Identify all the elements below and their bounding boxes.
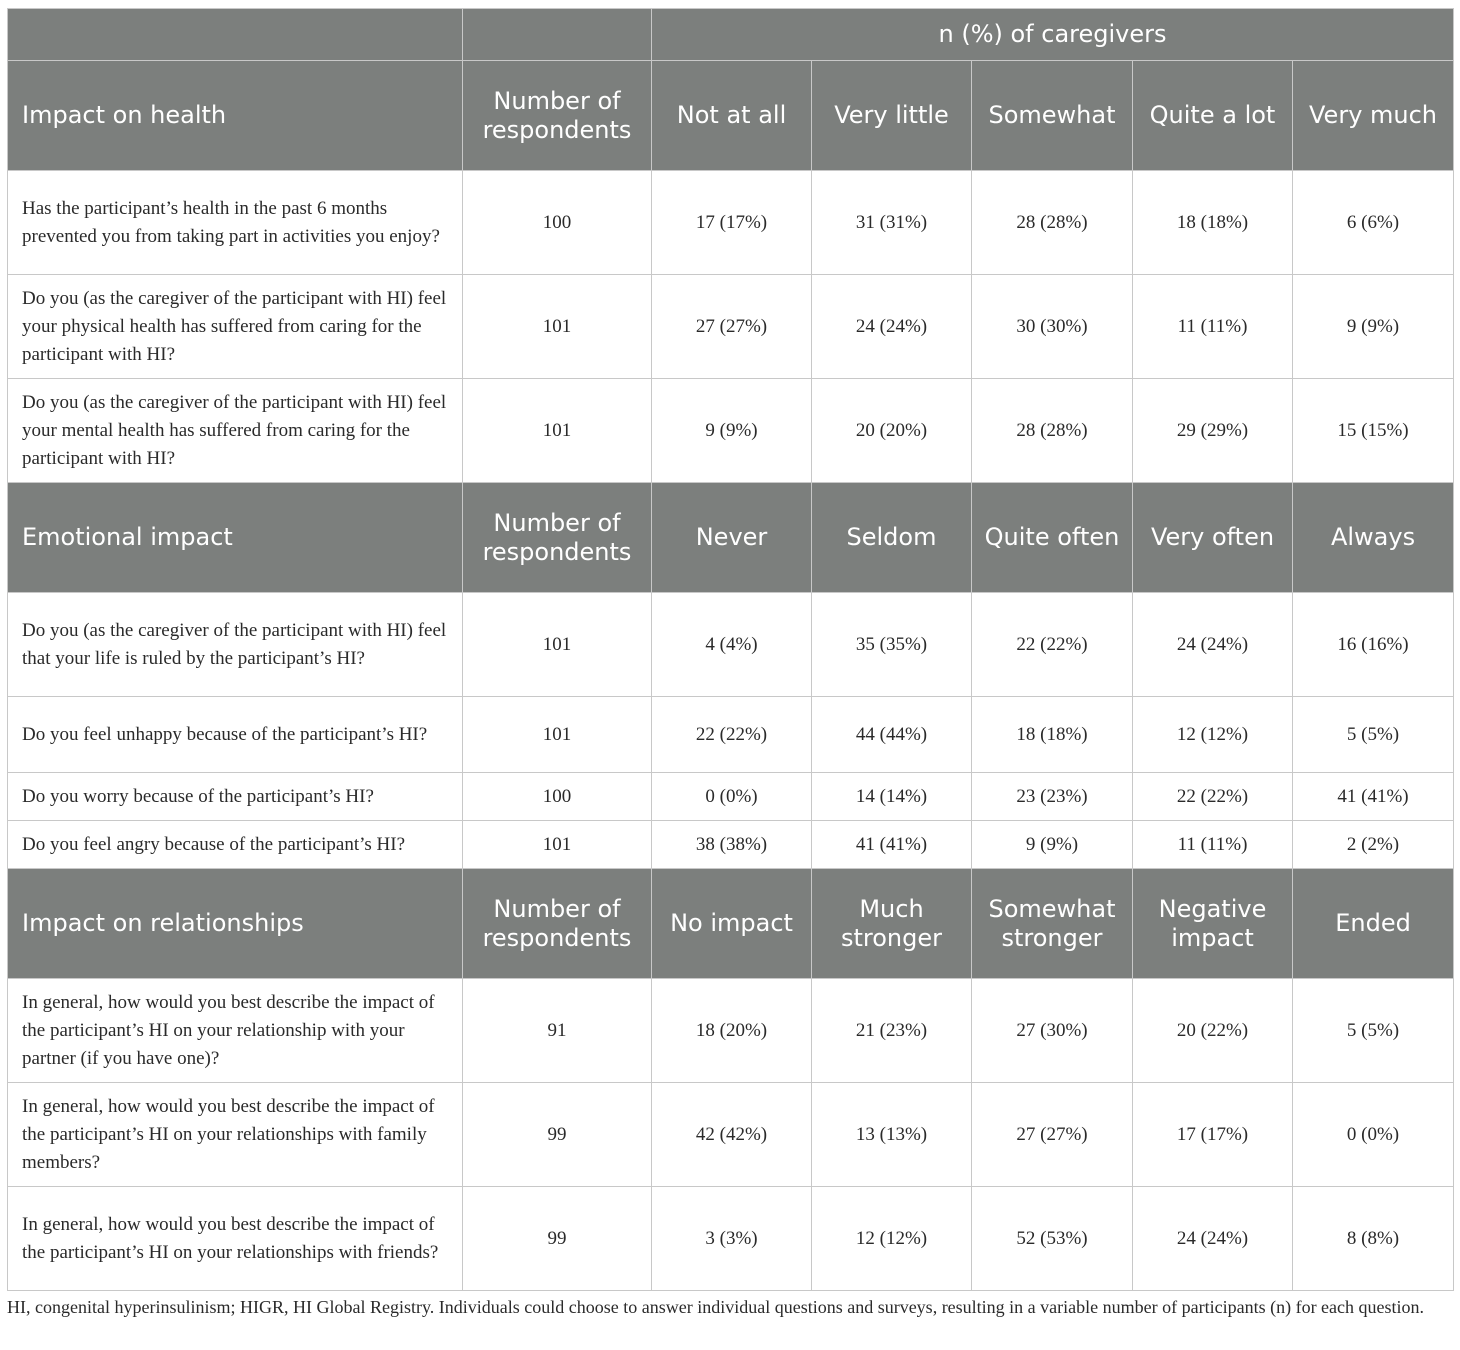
respondents-header: Number of respondents <box>463 869 652 979</box>
value-cell: 5 (5%) <box>1293 697 1454 773</box>
value-cell: 0 (0%) <box>1293 1083 1454 1187</box>
value-cell: 28 (28%) <box>972 379 1133 483</box>
value-cell: 4 (4%) <box>652 593 812 697</box>
question-cell: Has the participant’s health in the past 6 months prevented you from taking part in activities you enjoy? <box>8 171 463 275</box>
value-cell: 17 (17%) <box>652 171 812 275</box>
value-cell: 27 (30%) <box>972 979 1133 1083</box>
value-cell: 20 (22%) <box>1133 979 1293 1083</box>
value-cell: 27 (27%) <box>652 275 812 379</box>
super-header-row <box>8 9 1454 61</box>
question-cell: In general, how would you best describe the impact of the participant’s HI on your relationships with family members? <box>8 1083 463 1187</box>
respondents-header: Number of respondents <box>463 483 652 593</box>
respondents-cell: 99 <box>463 1083 652 1187</box>
section-header-row <box>8 61 1454 171</box>
table-row <box>8 379 1454 483</box>
value-cell: 5 (5%) <box>1293 979 1454 1083</box>
value-cell: 23 (23%) <box>972 773 1133 821</box>
respondents-header: Number of respondents <box>463 61 652 171</box>
table-row <box>8 275 1454 379</box>
section-title: Impact on relationships <box>8 869 463 979</box>
column-header: No impact <box>652 869 812 979</box>
value-cell: 11 (11%) <box>1133 821 1293 869</box>
value-cell: 41 (41%) <box>1293 773 1454 821</box>
column-header: Much stronger <box>812 869 972 979</box>
value-cell: 22 (22%) <box>972 593 1133 697</box>
value-cell: 9 (9%) <box>972 821 1133 869</box>
section-title: Impact on health <box>8 61 463 171</box>
value-cell: 11 (11%) <box>1133 275 1293 379</box>
question-cell: Do you (as the caregiver of the participant with HI) feel that your life is ruled by the participant’s HI? <box>8 593 463 697</box>
caregiver-impact-table <box>7 8 1454 1291</box>
value-cell: 2 (2%) <box>1293 821 1454 869</box>
empty-header-cell <box>463 9 652 61</box>
value-cell: 0 (0%) <box>652 773 812 821</box>
caregivers-super-header: n (%) of caregivers <box>652 9 1454 61</box>
value-cell: 3 (3%) <box>652 1187 812 1291</box>
value-cell: 12 (12%) <box>812 1187 972 1291</box>
section-header-row <box>8 869 1454 979</box>
value-cell: 44 (44%) <box>812 697 972 773</box>
respondents-cell: 100 <box>463 171 652 275</box>
question-cell: Do you worry because of the participant’s HI? <box>8 773 463 821</box>
value-cell: 41 (41%) <box>812 821 972 869</box>
table-row <box>8 1083 1454 1187</box>
value-cell: 14 (14%) <box>812 773 972 821</box>
value-cell: 28 (28%) <box>972 171 1133 275</box>
empty-header-cell <box>8 9 463 61</box>
value-cell: 9 (9%) <box>1293 275 1454 379</box>
value-cell: 8 (8%) <box>1293 1187 1454 1291</box>
respondents-cell: 99 <box>463 1187 652 1291</box>
value-cell: 35 (35%) <box>812 593 972 697</box>
section-title: Emotional impact <box>8 483 463 593</box>
column-header: Very little <box>812 61 972 171</box>
value-cell: 21 (23%) <box>812 979 972 1083</box>
table-row <box>8 773 1454 821</box>
value-cell: 18 (18%) <box>972 697 1133 773</box>
table-row <box>8 593 1454 697</box>
value-cell: 52 (53%) <box>972 1187 1133 1291</box>
column-header: Ended <box>1293 869 1454 979</box>
table-row <box>8 821 1454 869</box>
column-header: Seldom <box>812 483 972 593</box>
value-cell: 24 (24%) <box>1133 593 1293 697</box>
value-cell: 24 (24%) <box>1133 1187 1293 1291</box>
respondents-cell: 101 <box>463 697 652 773</box>
table-row <box>8 979 1454 1083</box>
value-cell: 22 (22%) <box>652 697 812 773</box>
question-cell: Do you feel unhappy because of the participant’s HI? <box>8 697 463 773</box>
column-header: Somewhat <box>972 61 1133 171</box>
question-cell: Do you feel angry because of the participant’s HI? <box>8 821 463 869</box>
value-cell: 13 (13%) <box>812 1083 972 1187</box>
value-cell: 30 (30%) <box>972 275 1133 379</box>
value-cell: 42 (42%) <box>652 1083 812 1187</box>
table-row <box>8 697 1454 773</box>
value-cell: 24 (24%) <box>812 275 972 379</box>
column-header: Always <box>1293 483 1454 593</box>
column-header: Quite often <box>972 483 1133 593</box>
question-cell: Do you (as the caregiver of the participant with HI) feel your mental health has suffered from caring for the participant with HI? <box>8 379 463 483</box>
respondents-cell: 101 <box>463 593 652 697</box>
value-cell: 16 (16%) <box>1293 593 1454 697</box>
value-cell: 18 (18%) <box>1133 171 1293 275</box>
respondents-cell: 101 <box>463 275 652 379</box>
table-footnote: HI, congenital hyperinsulinism; HIGR, HI Global Registry. Individuals could choose to answer individual questions and surveys, resulting in a variable number of participants (n) for each question. <box>7 1297 1425 1317</box>
value-cell: 9 (9%) <box>652 379 812 483</box>
section-header-row <box>8 483 1454 593</box>
value-cell: 6 (6%) <box>1293 171 1454 275</box>
value-cell: 27 (27%) <box>972 1083 1133 1187</box>
table-row <box>8 171 1454 275</box>
value-cell: 15 (15%) <box>1293 379 1454 483</box>
value-cell: 18 (20%) <box>652 979 812 1083</box>
column-header: Quite a lot <box>1133 61 1293 171</box>
value-cell: 29 (29%) <box>1133 379 1293 483</box>
respondents-cell: 101 <box>463 821 652 869</box>
table-row <box>8 1187 1454 1291</box>
value-cell: 12 (12%) <box>1133 697 1293 773</box>
respondents-cell: 101 <box>463 379 652 483</box>
question-cell: In general, how would you best describe the impact of the participant’s HI on your relationship with your partner (if you have one)? <box>8 979 463 1083</box>
value-cell: 20 (20%) <box>812 379 972 483</box>
respondents-cell: 100 <box>463 773 652 821</box>
value-cell: 22 (22%) <box>1133 773 1293 821</box>
respondents-cell: 91 <box>463 979 652 1083</box>
value-cell: 38 (38%) <box>652 821 812 869</box>
value-cell: 31 (31%) <box>812 171 972 275</box>
column-header: Very often <box>1133 483 1293 593</box>
question-cell: Do you (as the caregiver of the participant with HI) feel your physical health has suffered from caring for the participant with HI? <box>8 275 463 379</box>
column-header: Not at all <box>652 61 812 171</box>
value-cell: 17 (17%) <box>1133 1083 1293 1187</box>
column-header: Somewhat stronger <box>972 869 1133 979</box>
question-cell: In general, how would you best describe the impact of the participant’s HI on your relationships with friends? <box>8 1187 463 1291</box>
column-header: Negative impact <box>1133 869 1293 979</box>
column-header: Never <box>652 483 812 593</box>
column-header: Very much <box>1293 61 1454 171</box>
